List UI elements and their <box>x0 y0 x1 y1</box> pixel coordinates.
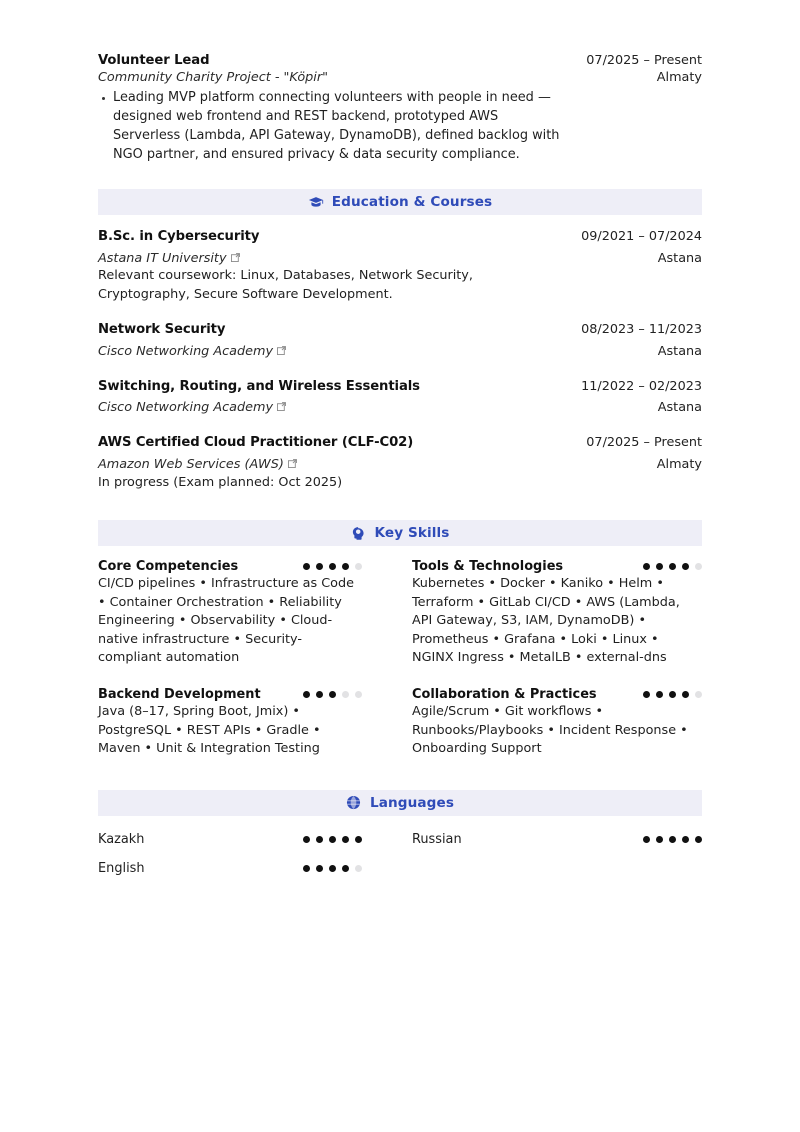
dot-filled <box>669 836 676 843</box>
skill-group <box>400 687 702 759</box>
graduation-cap-icon <box>308 194 324 210</box>
education-section <box>98 189 702 493</box>
dot-filled <box>316 691 323 698</box>
dot-filled <box>656 563 663 570</box>
skill-group-items: Java (8–17, Spring Boot, Jmix) • PostgreSQL • REST APIs • Gradle • Maven • Unit & Integration Testing <box>98 703 321 757</box>
external-link-icon[interactable] <box>277 346 286 355</box>
dot-filled <box>329 836 336 843</box>
skill-group-items: Agile/Scrum • Git workflows • Runbooks/Playbooks • Incident Response • Onboarding Support <box>412 703 688 757</box>
entry-date: 11/2022 – 02/2023 <box>581 378 702 394</box>
entry-title: B.Sc. in Cybersecurity <box>98 228 260 244</box>
languages-column-right <box>400 825 702 883</box>
dot-empty <box>355 865 362 872</box>
dot-filled <box>303 691 310 698</box>
dot-filled <box>342 865 349 872</box>
external-link-icon[interactable] <box>288 459 297 468</box>
entry-location: Almaty <box>656 457 702 473</box>
entry-title: Switching, Routing, and Wireless Essentials <box>98 378 420 394</box>
education-entry <box>98 228 702 304</box>
dot-filled <box>342 563 349 570</box>
education-entry <box>98 321 702 361</box>
dot-filled <box>303 563 310 570</box>
entry-header-row <box>98 378 702 396</box>
experience-entry <box>98 52 702 165</box>
section-title-skills: Key Skills <box>374 525 450 542</box>
education-entry <box>98 378 702 418</box>
section-header-languages <box>98 790 702 816</box>
globe-icon <box>346 795 362 811</box>
dot-filled <box>303 865 310 872</box>
dot-empty <box>342 691 349 698</box>
entry-title: AWS Certified Cloud Practitioner (CLF-C02) <box>98 435 414 451</box>
entry-location: Almaty <box>656 69 702 85</box>
languages-grid <box>98 825 702 883</box>
entry-location: Astana <box>657 400 702 416</box>
brain-head-icon <box>350 525 366 541</box>
skill-group <box>98 559 400 668</box>
skill-header <box>412 687 702 702</box>
entry-organization-wrap <box>98 452 297 474</box>
resume-page <box>98 0 702 883</box>
skill-header <box>98 559 362 574</box>
dot-filled <box>643 691 650 698</box>
dot-filled <box>695 836 702 843</box>
entry-subheader-row <box>98 452 702 474</box>
language-name: Russian <box>412 831 462 847</box>
dot-filled <box>669 691 676 698</box>
skills-section <box>98 520 702 758</box>
skill-group-name: Collaboration & Practices <box>412 686 597 702</box>
language-row <box>98 825 362 854</box>
entry-date: 07/2025 – Present <box>586 435 702 451</box>
skill-header <box>412 559 702 574</box>
experience-section <box>98 0 702 165</box>
entry-date: 08/2023 – 11/2023 <box>581 321 702 337</box>
dot-filled <box>656 836 663 843</box>
skill-group-items: Kubernetes • Docker • Kaniko • Helm • Terraform • GitLab CI/CD • AWS (Lambda, API Gateway, S3, IAM, DynamoDB) • Prometheus • Grafana • Loki • Linux • NGINX Ingress • MetalLB • external-dns <box>412 576 680 666</box>
entry-header-row <box>98 321 702 339</box>
entry-header-row <box>98 434 702 452</box>
entry-organization-wrap <box>98 339 286 361</box>
dot-filled <box>669 563 676 570</box>
language-name: Kazakh <box>98 831 145 847</box>
entry-subheader-row <box>98 339 702 361</box>
dot-filled <box>316 836 323 843</box>
language-level-dots <box>303 836 362 843</box>
language-row <box>412 825 702 854</box>
language-name: English <box>98 860 145 876</box>
skill-level-dots <box>643 691 702 698</box>
dot-filled <box>682 563 689 570</box>
section-title-education: Education & Courses <box>331 193 493 210</box>
entry-organization: Cisco Networking Academy <box>98 343 274 359</box>
dot-empty <box>355 563 362 570</box>
dot-filled <box>329 691 336 698</box>
entry-note: Relevant coursework: Linux, Databases, Network Security, Cryptography, Secure Software Development. <box>98 268 473 302</box>
entry-organization-wrap <box>98 246 240 268</box>
dot-filled <box>329 865 336 872</box>
list-item: Leading MVP platform connecting volunteers with people in need — designed web frontend and REST backend, prototyped AWS Serverless (Lambda, API Gateway, DynamoDB), defined backlog with NGO partner, and ensured privacy & data security compliance. <box>98 89 568 165</box>
dot-filled <box>329 563 336 570</box>
dot-empty <box>355 691 362 698</box>
languages-section <box>98 790 702 883</box>
entry-organization-wrap <box>98 395 286 417</box>
entry-date: 07/2025 – Present <box>586 53 702 68</box>
entry-title: Volunteer Lead <box>98 53 210 68</box>
entry-organization: Astana IT University <box>98 250 227 266</box>
skill-group-name: Backend Development <box>98 686 261 702</box>
language-level-dots <box>643 836 702 843</box>
entry-subheader-row <box>98 246 702 268</box>
dot-empty <box>695 563 702 570</box>
skill-group-items: CI/CD pipelines • Infrastructure as Code • Container Orchestration • Reliability Engineering • Observability • Cloud-native infrastructure • Security-compliant automation <box>98 576 354 666</box>
dot-filled <box>316 865 323 872</box>
entry-location: Astana <box>657 250 702 266</box>
entry-bullet-list <box>98 89 568 165</box>
entry-location: Astana <box>657 343 702 359</box>
skills-grid-row-2 <box>98 687 702 759</box>
skill-group <box>400 559 702 668</box>
dot-filled <box>682 691 689 698</box>
dot-filled <box>316 563 323 570</box>
entry-organization: Amazon Web Services (AWS) <box>98 457 284 473</box>
dot-filled <box>342 836 349 843</box>
external-link-icon[interactable] <box>231 253 240 262</box>
skill-group-name: Tools & Technologies <box>412 559 564 575</box>
skill-level-dots <box>303 691 362 698</box>
entry-title: Network Security <box>98 321 226 337</box>
skill-level-dots <box>303 563 362 570</box>
skills-grid-row-1 <box>98 559 702 668</box>
languages-column-left <box>98 825 400 883</box>
entry-date: 09/2021 – 07/2024 <box>581 228 702 244</box>
skill-group <box>98 687 400 759</box>
dot-filled <box>643 563 650 570</box>
dot-filled <box>656 691 663 698</box>
entry-organization: Cisco Networking Academy <box>98 400 274 416</box>
skill-group-name: Core Competencies <box>98 559 239 575</box>
language-row <box>98 854 362 883</box>
dot-filled <box>355 836 362 843</box>
dot-filled <box>303 836 310 843</box>
entry-subheader-row <box>98 395 702 417</box>
entry-organization: Community Charity Project - "Köpir" <box>98 69 329 85</box>
section-header-skills <box>98 520 702 546</box>
section-title-languages: Languages <box>369 794 455 811</box>
external-link-icon[interactable] <box>277 402 286 411</box>
skill-level-dots <box>643 563 702 570</box>
entry-note: In progress (Exam planned: Oct 2025) <box>98 475 343 491</box>
dot-empty <box>695 691 702 698</box>
entry-header-row <box>98 228 702 246</box>
language-level-dots <box>303 865 362 872</box>
education-entry <box>98 434 702 492</box>
dot-filled <box>682 836 689 843</box>
dot-filled <box>643 836 650 843</box>
entry-header-row <box>98 52 702 70</box>
section-header-education <box>98 189 702 215</box>
skill-header <box>98 687 362 702</box>
entry-subheader-row <box>98 70 702 87</box>
